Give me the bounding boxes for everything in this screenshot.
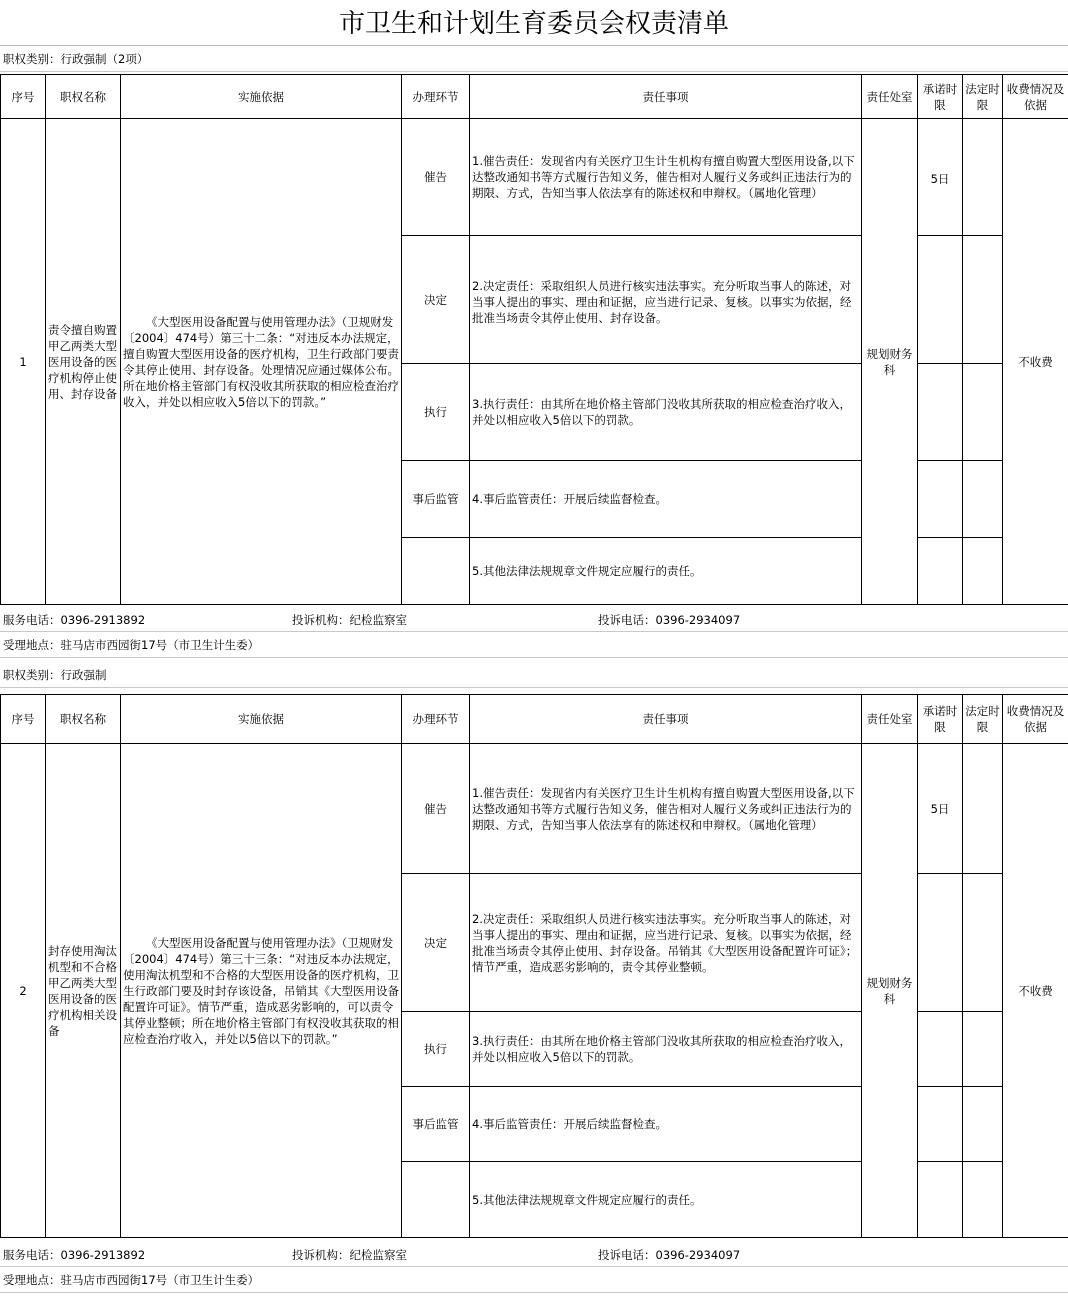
duty-table — [0, 74, 1068, 605]
header-promise: 承诺时限 — [918, 75, 963, 119]
header-dept: 责任处室 — [862, 75, 918, 119]
complaint-phone: 投诉电话：0396-2934097 — [598, 1248, 741, 1262]
address-row: 受理地点：驻马店市西园街17号（市卫生计生委） — [0, 1267, 1068, 1293]
basis-cell: 《大型医用设备配置与使用管理办法》（卫规财发〔2004〕474号）第三十三条：“对违反本办法规定，使用淘汰机型和不合格的大型医用设备的医疗机构，卫生行政部门要及时封存该设备，吊销其《大型医用设备配置许可证》。情节严重，造成恶劣影响的，可以责令其停业整顿；所在地价格主管部门有权没收其获取的相应检查治疗收入，并处以5倍以下的罚款。” — [121, 744, 402, 1238]
header-basis: 实施依据 — [121, 695, 402, 744]
legal-cell — [963, 538, 1003, 605]
legal-cell — [963, 364, 1003, 461]
contact-row — [0, 605, 1068, 632]
duty-cell: 2.决定责任：采取组织人员进行核实违法事实。充分听取当事人的陈述，对当事人提出的事实、理由和证据，应当进行记录、复核。以事实为依据，经批准当场责令其停止使用、封存设备。 — [470, 236, 862, 364]
header-legal: 法定时限 — [963, 75, 1003, 119]
duty-cell: 5.其他法律法规规章文件规定应履行的责任。 — [470, 538, 862, 605]
promise-cell — [918, 1087, 963, 1162]
category-label: 职权类别：行政强制（2项） — [0, 46, 1068, 72]
duty-cell: 3.执行责任：由其所在地价格主管部门没收其所获取的相应检查治疗收入，并处以相应收入5倍以下的罚款。 — [470, 1012, 862, 1087]
basis-cell: 《大型医用设备配置与使用管理办法》（卫规财发〔2004〕474号）第三十二条：“对违反本办法规定，擅自购置大型医用设备的医疗机构，卫生行政部门要责令其停止使用、封存设备。处理情况应通过媒体公布。所在地价格主管部门有权没收其所获取的相应检查治疗收入，并处以相应收入5倍以下的罚款。” — [121, 119, 402, 605]
duty-cell: 1.催告责任：发现省内有关医疗卫生计生机构有擅自购置大型医用设备,以下达整改通知书等方式履行告知义务，催告相对人履行义务或纠正违法行为的期限、方式，告知当事人依法享有的陈述权和申辩权。（属地化管理） — [470, 744, 862, 874]
seq-cell: 1 — [1, 119, 46, 605]
header-name: 职权名称 — [46, 695, 121, 744]
header-stage: 办理环节 — [402, 75, 470, 119]
header-seq: 序号 — [1, 695, 46, 744]
power-name-cell: 封存使用淘汰机型和不合格甲乙两类大型医用设备的医疗机构相关设备 — [46, 744, 121, 1238]
promise-cell — [918, 461, 963, 538]
header-dept: 责任处室 — [862, 695, 918, 744]
fee-cell: 不收费 — [1003, 744, 1068, 1238]
dept-cell: 规划财务科 — [862, 119, 918, 605]
header-basis: 实施依据 — [121, 75, 402, 119]
stage-cell — [402, 1162, 470, 1238]
legal-cell — [963, 119, 1003, 236]
stage-cell: 执行 — [402, 364, 470, 461]
stage-cell: 决定 — [402, 874, 470, 1012]
service-phone: 服务电话：0396-2913892 — [3, 1248, 146, 1262]
header-name: 职权名称 — [46, 75, 121, 119]
address-row: 受理地点：驻马店市西园街17号（市卫生计生委） — [0, 632, 1068, 658]
promise-cell — [918, 538, 963, 605]
legal-cell — [963, 1162, 1003, 1238]
header-seq: 序号 — [1, 75, 46, 119]
header-fee: 收费情况及依据 — [1003, 695, 1068, 744]
stage-cell: 催告 — [402, 119, 470, 236]
seq-cell: 2 — [1, 744, 46, 1238]
dept-cell: 规划财务科 — [862, 744, 918, 1238]
power-name-cell: 责令擅自购置甲乙两类大型医用设备的医疗机构停止使用、封存设备 — [46, 119, 121, 605]
complaint-phone: 投诉电话：0396-2934097 — [598, 613, 741, 627]
duty-cell: 2.决定责任：采取组织人员进行核实违法事实。充分听取当事人的陈述，对当事人提出的事实、理由和证据，应当进行记录、复核。以事实为依据，经批准当场责令其停止使用、封存设备。吊销其《大型医用设备配置许可证》；情节严重，造成恶劣影响的，责令其停业整顿。 — [470, 874, 862, 1012]
service-phone: 服务电话：0396-2913892 — [3, 613, 146, 627]
promise-cell: 5日 — [918, 119, 963, 236]
legal-cell — [963, 1087, 1003, 1162]
header-duty: 责任事项 — [470, 75, 862, 119]
header-promise: 承诺时限 — [918, 695, 963, 744]
header-stage: 办理环节 — [402, 695, 470, 744]
contact-row — [0, 1240, 1068, 1267]
header-legal: 法定时限 — [963, 695, 1003, 744]
header-fee: 收费情况及依据 — [1003, 75, 1068, 119]
legal-cell — [963, 1012, 1003, 1087]
duty-cell: 1.催告责任：发现省内有关医疗卫生计生机构有擅自购置大型医用设备,以下达整改通知书等方式履行告知义务，催告相对人履行义务或纠正违法行为的期限、方式，告知当事人依法享有的陈述权和申辩权。（属地化管理） — [470, 119, 862, 236]
stage-cell: 催告 — [402, 744, 470, 874]
legal-cell — [963, 461, 1003, 538]
header-duty: 责任事项 — [470, 695, 862, 744]
stage-cell: 决定 — [402, 236, 470, 364]
fee-cell: 不收费 — [1003, 119, 1068, 605]
legal-cell — [963, 236, 1003, 364]
promise-cell — [918, 236, 963, 364]
stage-cell: 事后监管 — [402, 461, 470, 538]
legal-cell — [963, 744, 1003, 874]
duty-cell: 4.事后监管责任：开展后续监督检查。 — [470, 461, 862, 538]
stage-cell: 事后监管 — [402, 1087, 470, 1162]
promise-cell — [918, 1012, 963, 1087]
duty-cell: 5.其他法律法规规章文件规定应履行的责任。 — [470, 1162, 862, 1238]
promise-cell — [918, 364, 963, 461]
legal-cell — [963, 874, 1003, 1012]
category-label: 职权类别：行政强制 — [0, 662, 1068, 688]
complaint-org: 投诉机构：纪检监察室 — [292, 613, 407, 627]
stage-cell — [402, 538, 470, 605]
promise-cell — [918, 874, 963, 1012]
stage-cell: 执行 — [402, 1012, 470, 1087]
duty-cell: 4.事后监管责任：开展后续监督检查。 — [470, 1087, 862, 1162]
duty-cell: 3.执行责任：由其所在地价格主管部门没收其所获取的相应检查治疗收入，并处以相应收入5倍以下的罚款。 — [470, 364, 862, 461]
page-title: 市卫生和计划生育委员会权责清单 — [0, 0, 1068, 46]
complaint-org: 投诉机构：纪检监察室 — [292, 1248, 407, 1262]
promise-cell — [918, 1162, 963, 1238]
promise-cell: 5日 — [918, 744, 963, 874]
duty-table — [0, 694, 1068, 1238]
